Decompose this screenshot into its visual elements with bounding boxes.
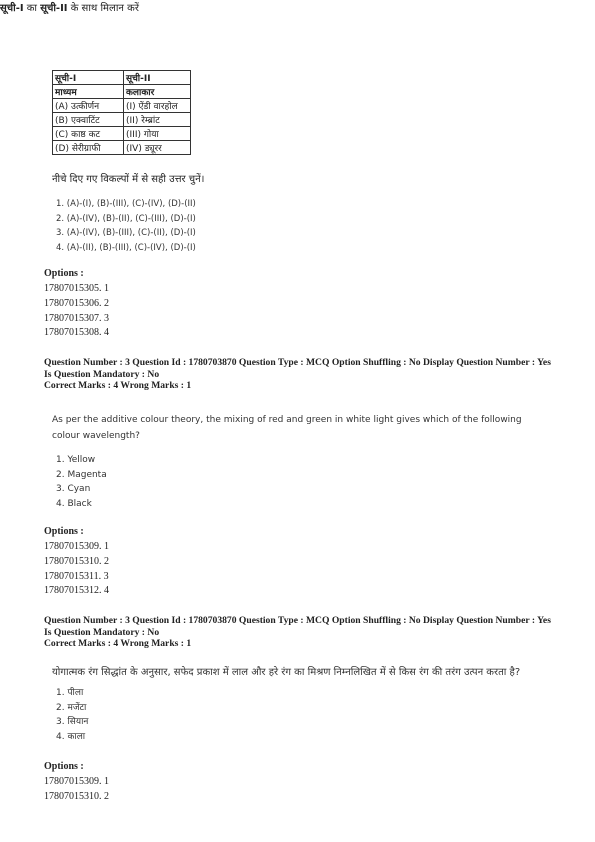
table-header-list1: सूची-I — [53, 71, 124, 85]
q2-text-line: As per the additive colour theory, the mixing of red and green in white light gives which of the following — [52, 415, 522, 425]
q3-meta-line: Question Number : 3 Question Id : 1780703870 Question Type : MCQ Option Shuffling : No Display Question Number : Yes — [44, 615, 551, 626]
list-item: 1. Yellow — [56, 455, 96, 465]
list1-label: सूची-I — [0, 3, 24, 14]
q1-options-label: Options : — [44, 268, 84, 279]
table-row — [53, 127, 191, 141]
list-item: 4. Black — [56, 498, 92, 509]
list-item: 17807015306. 2 — [44, 297, 109, 309]
list-item: 2. (A)-(IV), (B)-(II), (C)-(III), (D)-(I) — [56, 213, 196, 224]
table-row — [53, 113, 191, 127]
list2-label: सूची-II — [40, 3, 68, 14]
table-header-list2: सूची-II — [124, 71, 191, 85]
q1-option-codes — [44, 282, 109, 341]
list-item: 3. (A)-(IV), (B)-(III), (C)-(II), (D)-(I) — [56, 228, 196, 238]
list-item: 17807015312. 4 — [44, 585, 109, 597]
q2-question-text — [52, 413, 522, 444]
q1-choice-list — [56, 197, 196, 255]
table-cell: (C) काष्ठ कट — [53, 127, 124, 141]
table-cell: (II) रेम्ब्रांट — [124, 113, 191, 127]
list-item: 17807015305. 1 — [44, 283, 109, 294]
table-cell: (I) ऐंडी वारहोल — [124, 99, 191, 113]
q1-instruction: नीचे दिए गए विकल्पों में से सही उत्तर चुनें। — [52, 174, 205, 185]
list-item: 3. Cyan — [56, 484, 91, 494]
q2-options-label: Options : — [44, 526, 84, 537]
q3-options-label: Options : — [44, 761, 84, 772]
table-row — [53, 141, 191, 155]
matching-table — [52, 70, 191, 155]
q2-meta-line: Is Question Mandatory : No — [44, 368, 160, 380]
list-item: 1. पीला — [56, 688, 84, 698]
q3-choice-list — [56, 686, 88, 744]
list-item: 17807015309. 1 — [44, 541, 109, 552]
list-item: 1. (A)-(I), (B)-(III), (C)-(IV), (D)-(II) — [56, 199, 196, 209]
q1-heading — [0, 0, 595, 14]
table-subheader-row — [53, 85, 191, 99]
q2-option-codes — [44, 540, 109, 599]
list-item: 2. मजेंटा — [56, 702, 87, 713]
heading-suffix: के साथ मिलान करें — [67, 3, 139, 14]
q2-meta-line: Correct Marks : 4 Wrong Marks : 1 — [44, 380, 192, 391]
table-cell: (A) उत्कीर्णन — [53, 99, 124, 113]
list-item: 17807015310. 2 — [44, 790, 109, 802]
q3-option-codes — [44, 775, 109, 805]
list-item: 2. Magenta — [56, 469, 107, 480]
list-item: 17807015307. 3 — [44, 312, 109, 324]
q2-choice-list — [56, 453, 107, 511]
table-header-row — [53, 71, 191, 85]
list-item: 17807015308. 4 — [44, 327, 109, 339]
list-item: 17807015311. 3 — [44, 570, 109, 582]
heading-connector: का — [23, 3, 41, 14]
table-cell: (B) एक्वाटिंट — [53, 113, 124, 127]
list-item: 17807015310. 2 — [44, 555, 109, 567]
table-cell: (IV) ड्यूरर — [124, 141, 191, 155]
q3-meta-line: Is Question Mandatory : No — [44, 626, 160, 638]
table-subheader-artist: कलाकार — [124, 85, 191, 99]
q3-meta — [44, 615, 564, 650]
list-item: 4. (A)-(II), (B)-(III), (C)-(IV), (D)-(I) — [56, 242, 196, 253]
q2-meta — [44, 357, 564, 392]
q3-question-text: योगात्मक रंग सिद्धांत के अनुसार, सफेद प्रकाश में लाल और हरे रंग का मिश्रण निम्नलिखित में से किस रंग की तरंग उत्पन करता है? — [52, 667, 521, 678]
list-item: 3. सियान — [56, 717, 89, 727]
table-cell: (III) गोया — [124, 127, 191, 141]
table-subheader-medium: माध्यम — [53, 85, 124, 99]
table-row — [53, 99, 191, 113]
list-item: 4. काला — [56, 731, 86, 742]
table-cell: (D) सेरीग्राफी — [53, 141, 124, 155]
q3-meta-line: Correct Marks : 4 Wrong Marks : 1 — [44, 638, 192, 649]
list-item: 17807015309. 1 — [44, 776, 109, 787]
q2-text-line: colour wavelength? — [52, 430, 140, 441]
q2-meta-line: Question Number : 3 Question Id : 1780703870 Question Type : MCQ Option Shuffling : No Display Question Number : Yes — [44, 357, 551, 368]
